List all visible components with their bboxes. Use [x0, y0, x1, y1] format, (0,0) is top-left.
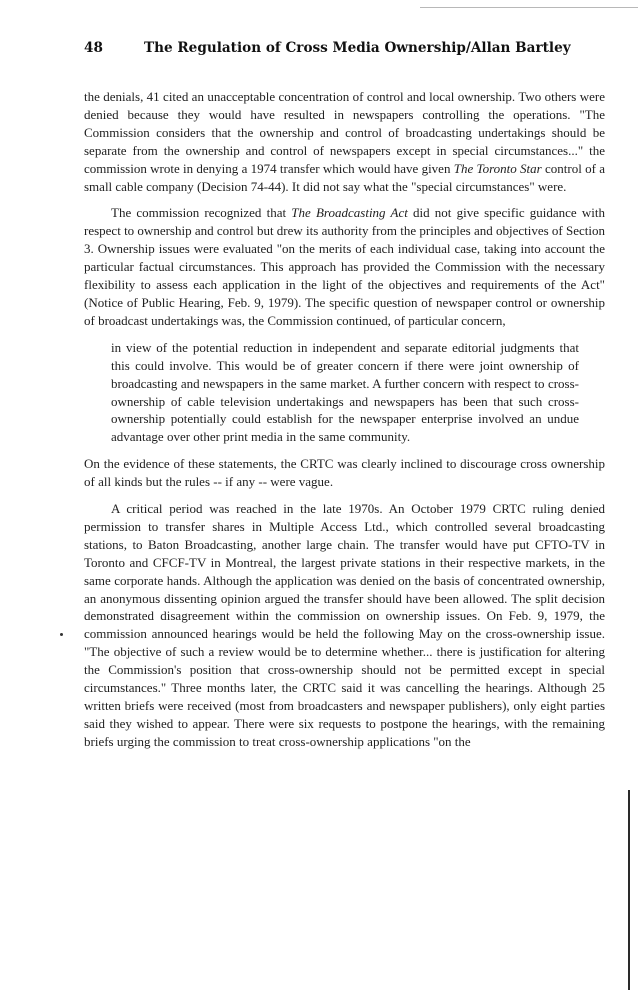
paragraph-1 [84, 88, 605, 195]
margin-dot [60, 633, 63, 636]
scan-edge-line [420, 7, 638, 8]
paragraph-2 [84, 204, 605, 329]
paragraph-1-italic: The Toronto Star [453, 160, 542, 176]
binding-edge-mark [628, 790, 630, 990]
paragraph-4: A critical period was reached in the late 1970s. An October 1979 CRTC ruling denied permission to transfer shares in Multiple Access Ltd., which controlled several broadcasting stations, to Baton Broadcasting, another large chain. The transfer would have put CFTO-TV in Toronto and CFCF-TV in Montreal, the largest private stations in their respective markets, in the same corporate hands. Although the application was denied on the basis of concentrated ownership, an anonymous dissenting opinion argued the transfer should have been allowed. The split decision demonstrated disagreement within the commission on ownership issues. On Feb. 9, 1979, the commission announced hearings would be held the following May on the cross-ownership issue. "The objective of such a review would be to determine whether... there is justification for altering the Commission's position that cross-ownership should not be permitted except in special circumstances." Three months later, the CRTC said it was cancelling the hearings. Although 25 written briefs were received (most from broadcasters and newspaper publishers), only eight parties said they wished to appear. There were six requests to postpone the hearings, with the remaining briefs urging the commission to treat cross-ownership applications "on the [84, 501, 605, 749]
page-body [84, 88, 605, 751]
paragraph-2-end: did not give specific guidance with respect to ownership and control but drew its authority from the principles and objectives of Section 3. Ownership issues were evaluated "on the merits of each individual case, taking into account the particular factual circumstances. This approach has provided the Commission with the necessary flexibility to assess each application in the light of the objectives and requirements of the Act" (Notice of Public Hearing, Feb. 9, 1979). The specific question of newspaper control or ownership of broadcast undertakings was, the Commission continued, of particular concern, [84, 205, 605, 328]
paragraph-1-text: the denials, 41 cited an unacceptable concentration of control and local ownership. Two others were denied because they would have resulted in newspapers controlling the operations. "The Commission considers that the ownership and control of broadcasting undertakings should be separate from the ownership and control of newspapers except in special circumstances..." the commission wrote in denying a 1974 transfer which would have given [84, 89, 605, 176]
running-header [84, 40, 604, 56]
page-number: 48 [84, 40, 103, 56]
paragraph-2-italic: The Broadcasting Act [291, 205, 408, 221]
paragraph-3: On the evidence of these statements, the CRTC was clearly inclined to discourage cross ownership of all kinds but the rules -- if any -- were vague. [84, 456, 605, 490]
paragraph-2-start: The commission recognized that [111, 205, 292, 221]
paragraph-1-end: control of a small cable company (Decision 74-44). It did not say what the "special circumstances" were. [84, 160, 605, 194]
block-quote: in view of the potential reduction in independent and separate editorial judgments that this could involve. This would be of greater concern if there were joint ownership of broadcasting and newspapers in the same market. A further concern with respect to cross-ownership of cable television undertakings and newspapers has been that such cross-ownership potentially could establish for the newspaper enterprise involved an undue advantage over other print media in the same community. [111, 339, 579, 445]
running-title: The Regulation of Cross Media Ownership/Allan Bartley [144, 40, 571, 56]
